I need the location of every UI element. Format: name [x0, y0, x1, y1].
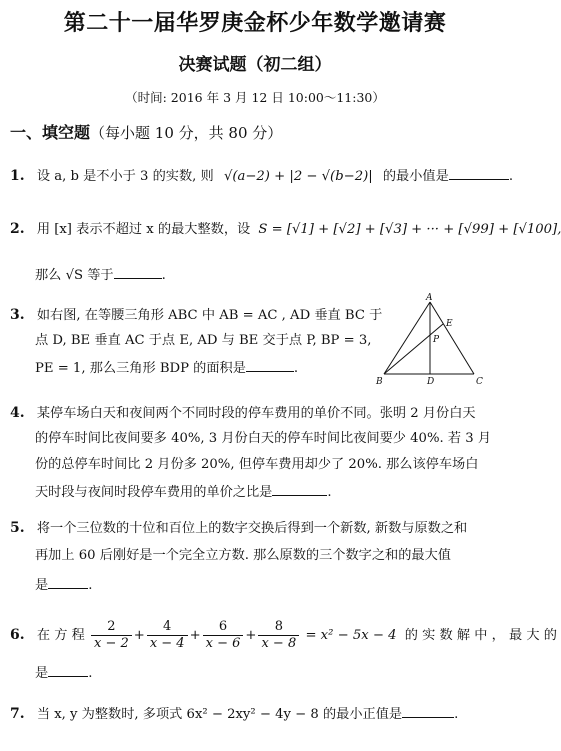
- question-4-line3: 份的总停车时间比 2 月份多 20%, 但停车费用却少了 20%. 那么该停车场白: [35, 457, 479, 472]
- question-text: 的 实 数 解 中 ， 最 大 的: [404, 628, 557, 643]
- section-heading: [10, 120, 282, 143]
- question-number: 2.: [10, 221, 25, 237]
- fraction: $\frac{4}{x - 4}$: [147, 619, 188, 652]
- equation-rhs: = x² − 5x − 4: [305, 628, 397, 643]
- question-5-line3: 是 .: [35, 574, 92, 596]
- question-4: [10, 403, 476, 424]
- question-text: 如右图, 在等腰三角形 ABC 中 AB = AC , AD 垂直 BC 于: [36, 308, 383, 323]
- question-text: 设 a, b 是不小于 3 的实数, 则: [36, 169, 214, 184]
- answer-blank[interactable]: [48, 574, 88, 589]
- triangle-figure: [370, 294, 500, 390]
- question-2-line2: 那么 √S 等于 .: [35, 264, 166, 286]
- question-text: 是: [35, 666, 49, 681]
- question-number: 5.: [10, 520, 25, 536]
- question-text: 是: [35, 578, 49, 593]
- question-text: 将一个三位数的十位和百位上的数字交换后得到一个新数, 新数与原数之和: [36, 521, 468, 536]
- answer-blank[interactable]: [246, 357, 294, 372]
- question-1: 1. 设 a, b 是不小于 3 的实数, 则 √(a−2) + |2 − √(b−2)| 的最小值是 .: [10, 165, 513, 187]
- label-e: E: [446, 319, 453, 329]
- question-4-line2: 的停车时间比夜间要多 40%, 3 月份白天的停车时间比夜间要少 40%. 若 3 月: [35, 431, 492, 446]
- question-text: PE = 1, 那么三角形 BDP 的面积是: [35, 361, 246, 376]
- question-text: 当 x, y 为整数时, 多项式 6x² − 2xy² − 4y − 8 的最小正值是: [36, 707, 403, 722]
- question-3-line2: 点 D, BE 垂直 AC 于点 E, AD 与 BE 交于点 P, BP = 3,: [35, 333, 372, 348]
- question-text: 在 方 程: [36, 628, 85, 643]
- exam-subtitle: 决赛试题（初二组）: [178, 55, 332, 75]
- question-6-line2: 是 .: [35, 662, 92, 684]
- question-number: 7.: [10, 706, 25, 722]
- answer-blank[interactable]: [114, 264, 162, 279]
- question-text: 那么 √S 等于: [35, 268, 114, 283]
- question-2: [10, 219, 561, 240]
- answer-blank[interactable]: [402, 703, 454, 718]
- question-text: 某停车场白天和夜间两个不同时段的停车费用的单价不同。张明 2 月份白天: [36, 406, 476, 421]
- answer-blank[interactable]: [449, 165, 509, 180]
- question-number: 1.: [10, 168, 25, 184]
- exam-time: （时间: 2016 年 3 月 12 日 10:00～11:30）: [125, 90, 385, 105]
- answer-blank[interactable]: [272, 481, 327, 496]
- answer-blank[interactable]: [48, 662, 88, 677]
- question-number: 3.: [10, 307, 25, 323]
- question-4-line4: 天时段与夜间时段停车费用的单价之比是 .: [35, 481, 332, 503]
- question-5-line2: 再加上 60 后刚好是一个完全立方数. 那么原数的三个数字之和的最大值: [35, 548, 451, 563]
- section-title: 一、填空题: [10, 123, 91, 142]
- question-7: 7. 当 x, y 为整数时, 多项式 6x² − 2xy² − 4y − 8 的最小正值是 .: [10, 703, 458, 725]
- section-note: （每小题 10 分，共 80 分）: [90, 124, 283, 142]
- label-a: A: [426, 293, 433, 303]
- fraction: $\frac{6}{x - 6}$: [203, 619, 244, 652]
- exam-title: 第二十一届华罗庚金杯少年数学邀请赛: [63, 10, 447, 36]
- side-ab: [384, 302, 430, 374]
- fraction: $\frac{2}{x - 2}$: [91, 619, 132, 652]
- fraction: $\frac{8}{x - 8}$: [258, 619, 299, 652]
- question-tail: 的最小值是: [382, 169, 449, 184]
- question-number: 6.: [10, 627, 25, 643]
- label-p: P: [433, 335, 440, 345]
- question-3: [10, 305, 382, 326]
- question-3-line3: PE = 1, 那么三角形 BDP 的面积是 .: [35, 357, 298, 379]
- question-formula: √(a−2) + |2 − √(b−2)|: [223, 169, 373, 184]
- question-5: [10, 518, 467, 539]
- label-b: B: [376, 377, 383, 387]
- question-formula: S = [√1] + [√2] + [√3] + ··· + [√99] + [√100],: [258, 222, 561, 237]
- question-text: 天时段与夜间时段停车费用的单价之比是: [35, 485, 273, 500]
- question-number: 4.: [10, 405, 25, 421]
- question-text: 用 [x] 表示不超过 x 的最大整数，设: [36, 222, 251, 237]
- question-6: 6. 在 方 程 $\frac{2}{x - 2}$ + $\frac{4}{x - 4}$ + $\frac{6}{x - 6}$ + $\frac{8}{x - 8}$ = x² − 5x − 4 的 实 数 解 中 ， 最 大 的: [10, 619, 557, 651]
- altitude-be: [384, 324, 443, 374]
- label-d: D: [427, 377, 435, 387]
- label-c: C: [476, 377, 483, 387]
